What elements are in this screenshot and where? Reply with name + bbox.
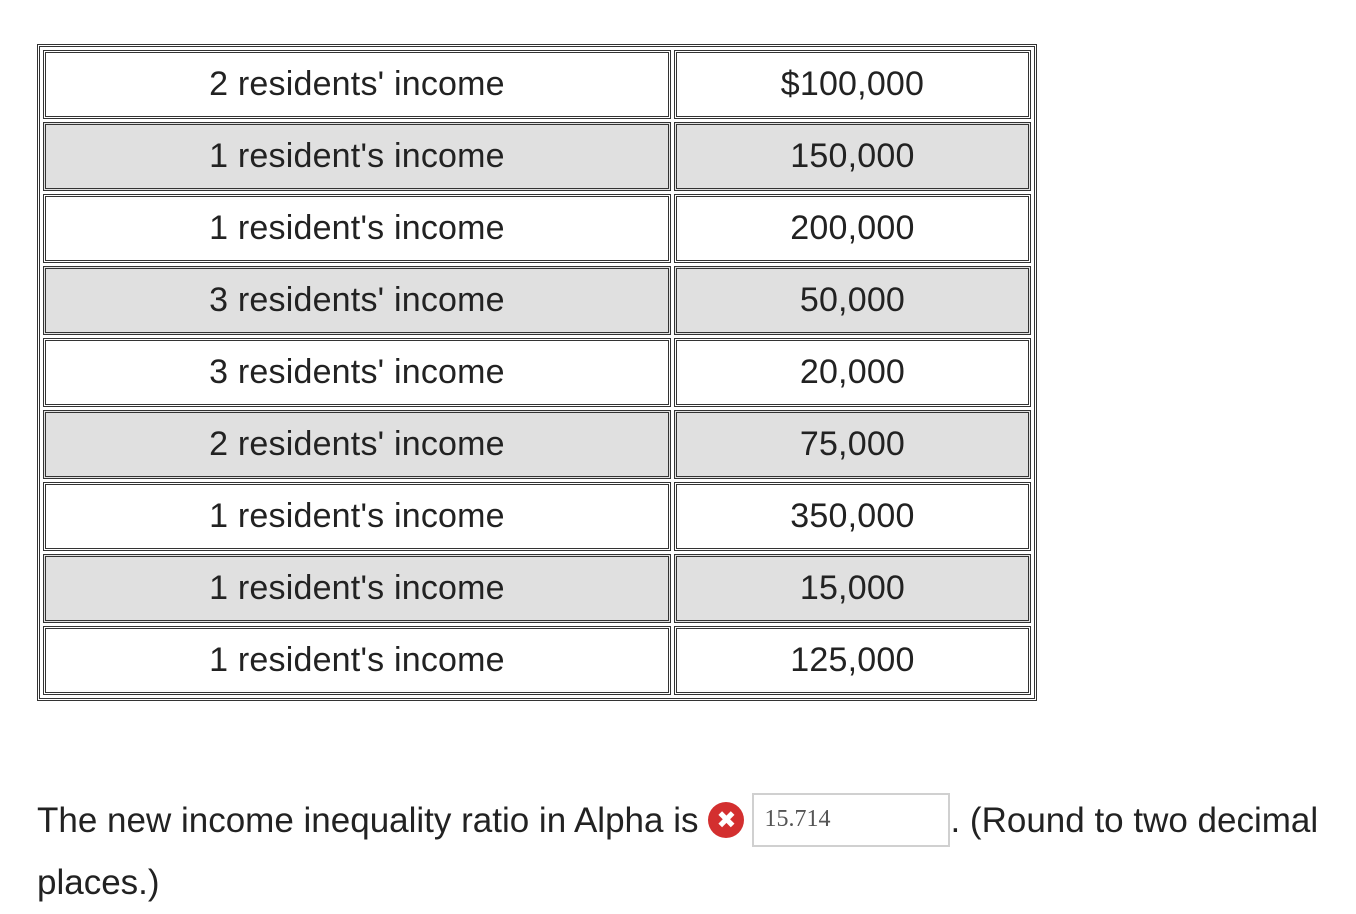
income-table: [37, 44, 1037, 701]
question-prefix: The new income inequality ratio in Alpha is: [37, 801, 699, 840]
table-row: [43, 482, 1031, 551]
row-value: 50,000: [674, 266, 1031, 335]
question-text: [37, 790, 1347, 914]
question-suffix: . (Round to two decimal places.): [37, 801, 1319, 902]
row-label: 1 resident's income: [43, 626, 671, 695]
row-value: 75,000: [674, 410, 1031, 479]
row-label: 1 resident's income: [43, 482, 671, 551]
income-table-body: [43, 50, 1031, 695]
row-value: 15,000: [674, 554, 1031, 623]
row-label: 2 residents' income: [43, 50, 671, 119]
row-value: $100,000: [674, 50, 1031, 119]
row-label: 1 resident's income: [43, 194, 671, 263]
table-row: [43, 122, 1031, 191]
answer-input[interactable]: [752, 793, 950, 847]
row-value: 150,000: [674, 122, 1031, 191]
error-x-icon: ✖: [708, 802, 744, 838]
table-row: [43, 554, 1031, 623]
table-row: [43, 194, 1031, 263]
row-value: 350,000: [674, 482, 1031, 551]
table-row: [43, 266, 1031, 335]
table-row: [43, 50, 1031, 119]
row-value: 200,000: [674, 194, 1031, 263]
row-label: 1 resident's income: [43, 554, 671, 623]
row-value: 125,000: [674, 626, 1031, 695]
table-row: [43, 626, 1031, 695]
row-value: 20,000: [674, 338, 1031, 407]
row-label: 3 residents' income: [43, 266, 671, 335]
table-row: [43, 338, 1031, 407]
row-label: 3 residents' income: [43, 338, 671, 407]
table-row: [43, 410, 1031, 479]
row-label: 1 resident's income: [43, 122, 671, 191]
row-label: 2 residents' income: [43, 410, 671, 479]
